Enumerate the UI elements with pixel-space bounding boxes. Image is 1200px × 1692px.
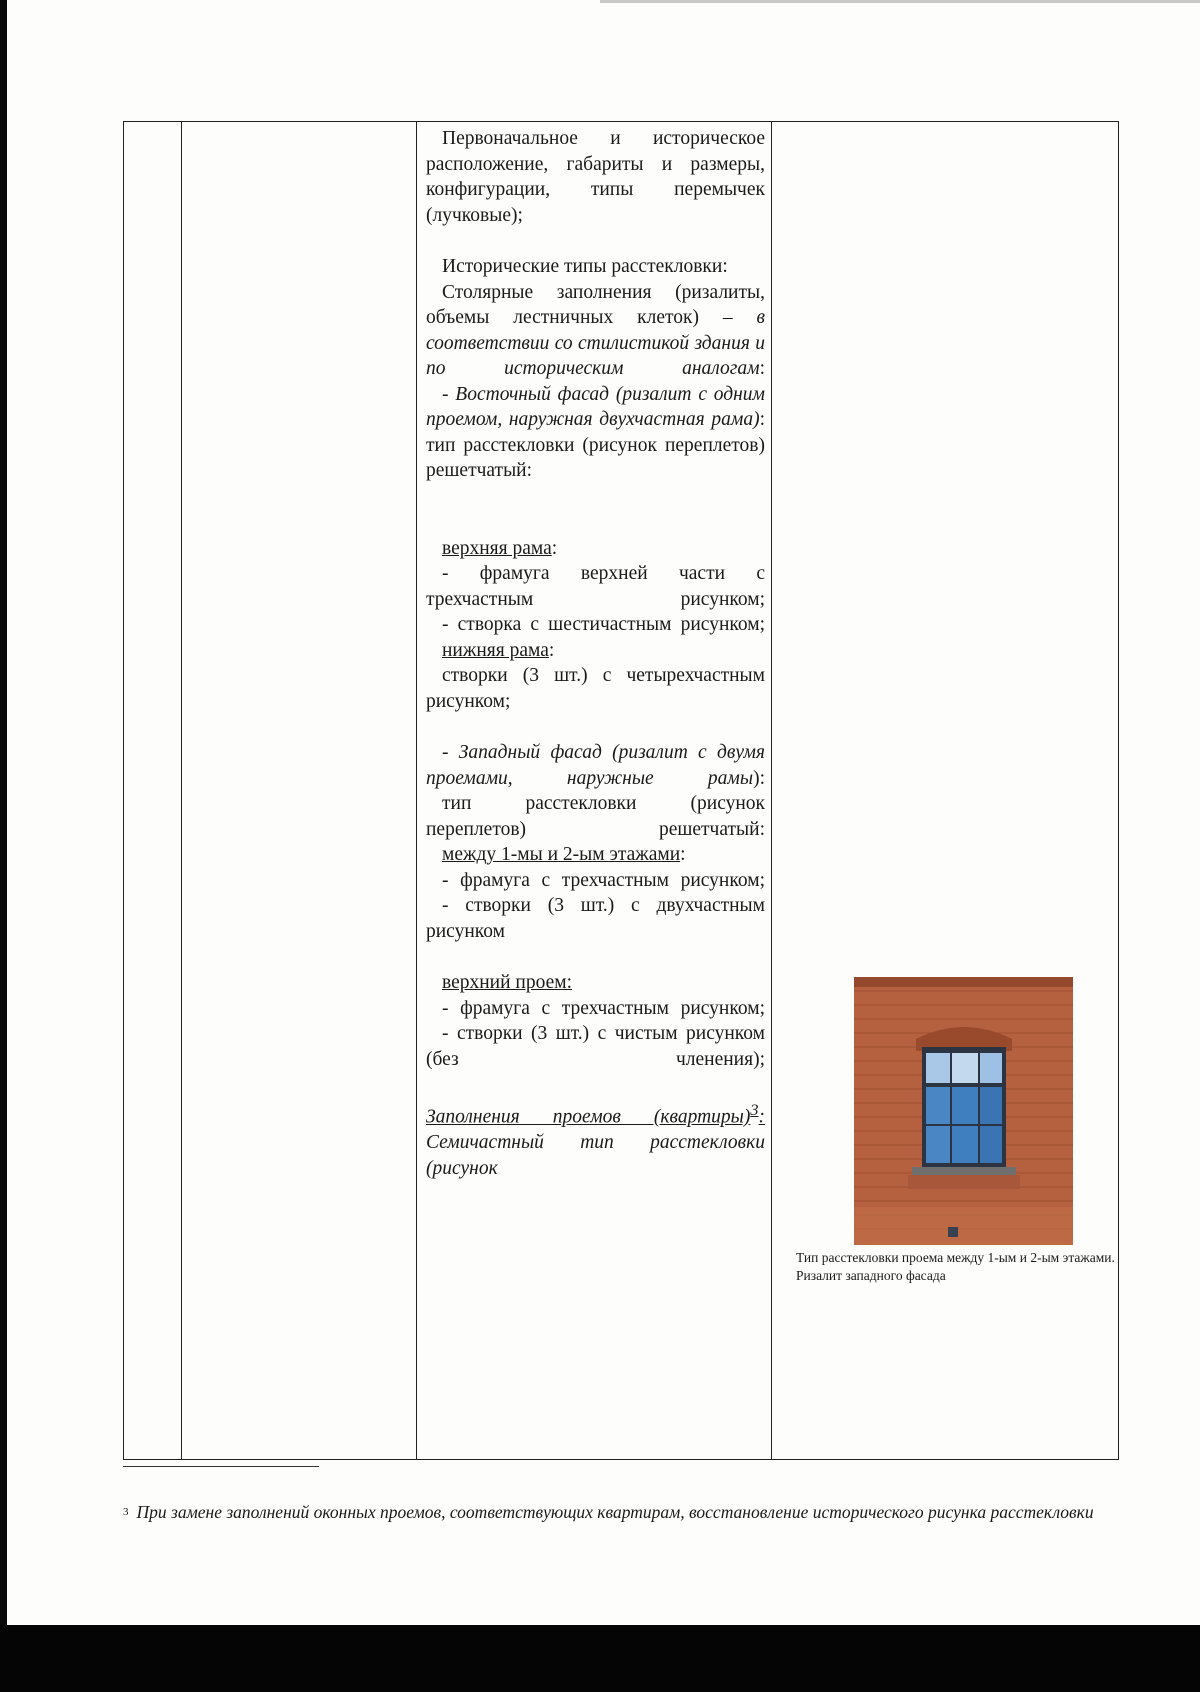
scan-left-edge xyxy=(0,0,7,1692)
photo-caption: Тип расстекловки проема между 1-ым и 2-ым этажами. Ризалит западного фасада xyxy=(796,1250,1115,1283)
paragraph-glazing-types: Исторические типы расстекловки: xyxy=(442,256,728,277)
heading-upper-frame: верхняя рама: xyxy=(442,537,558,559)
paragraph-east-facade: - Восточный фасад (ризалит с одним проемом, наружная двухчастная рама): тип расстекловки (рисунок переплетов) решетчатый: xyxy=(426,383,765,481)
table-cell-object xyxy=(182,122,417,1460)
paragraph-joinery: Столярные заполнения (ризалиты, объемы лестничных клеток) – в соответствии со стилистикой здания и по историческим аналогам: xyxy=(426,281,765,379)
footnote xyxy=(123,1500,1118,1524)
paragraph-west-facade: - Западный фасад (ризалит с двумя проемами, наружные рамы): xyxy=(426,742,765,789)
paragraph-original-location: Первоначальное и историческое расположение, габариты и размеры, конфигурации, типы перемычек (лучковые); xyxy=(426,128,765,226)
list-item-upper-frame-sash: - створка с шестичастным рисунком; xyxy=(442,614,765,635)
table-cell-description xyxy=(417,122,772,1460)
paragraph-seven-part: Семичастный тип расстекловки (рисунок xyxy=(426,1132,765,1179)
window-photo xyxy=(854,977,1073,1245)
paragraph-west-type: тип расстекловки (рисунок переплетов) решетчатый: xyxy=(426,793,765,840)
table-cell-number xyxy=(124,122,182,1460)
heading-between-floors: между 1-мы и 2-ым этажами: xyxy=(442,844,686,865)
footnote-mark: 3 xyxy=(123,1506,129,1518)
list-item-upper-frame-transom: - фрамуга верхней части с трехчастным рисунком; xyxy=(426,563,765,610)
footnote-rule xyxy=(123,1466,319,1467)
list-item-between-transom: - фрамуга с трехчастным рисунком; xyxy=(442,869,765,891)
heading-lower-frame: нижняя рама: xyxy=(442,639,555,661)
list-item-between-sashes: - створки (3 шт.) с двухчастным рисунком xyxy=(426,895,765,942)
scan-bottom-band xyxy=(0,1625,1200,1692)
list-item-lower-frame-sashes: створки (3 шт.) с четырехчастным рисунком; xyxy=(426,665,765,712)
list-item-upper-opening-sashes: - створки (3 шт.) с чистым рисунком (без членения); xyxy=(426,1023,765,1070)
heading-apartment-fillings: Заполнения проемов (квартиры)$^3$: xyxy=(426,1101,765,1128)
scan-top-line xyxy=(600,0,1200,3)
list-item-upper-opening-transom: - фрамуга с трехчастным рисунком; xyxy=(442,997,765,1019)
heading-upper-opening: верхний проем: xyxy=(442,972,573,993)
footnote-text: При замене заполнений оконных проемов, соответствующих квартирам, восстановление исторического рисунка расстекловки xyxy=(136,1502,1094,1522)
